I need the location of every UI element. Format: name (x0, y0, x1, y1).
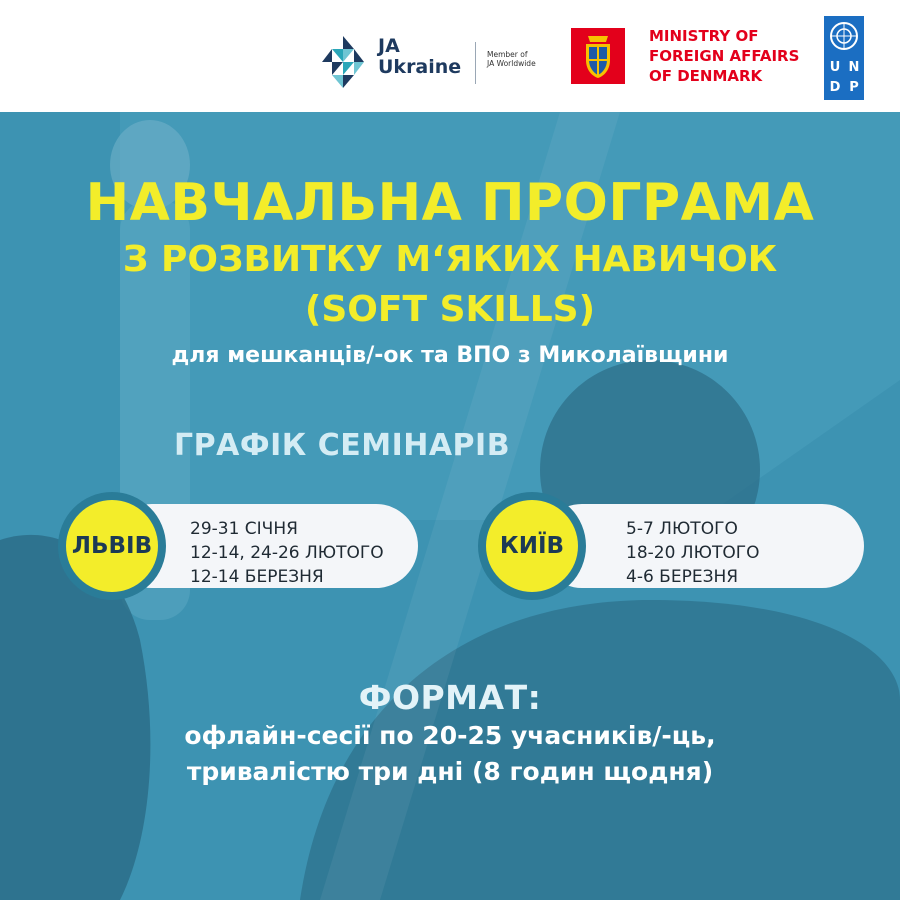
format-line-1: офлайн-сесії по 20-25 учасників/-ць, (184, 721, 716, 750)
city-badge-kyiv: КИЇВ (486, 500, 578, 592)
ja-ukraine-logo-text (378, 36, 461, 78)
dates-kyiv (626, 517, 759, 589)
ja-ukraine-logo-icon (318, 32, 368, 92)
undp-letter-p: P (849, 80, 859, 95)
undp-letter-n: N (848, 60, 860, 75)
denmark-line-3: OF DENMARK (649, 67, 763, 85)
undp-logo (824, 16, 864, 100)
date-line: 5-7 ЛЮТОГО (626, 519, 738, 539)
denmark-mfa-logo-text (649, 26, 799, 86)
ja-logo-line-1: JA (378, 35, 400, 57)
audience-subtitle: для мешканців/-ок та ВПО з Миколаївщини (171, 343, 729, 368)
date-line: 4-6 БЕРЕЗНЯ (626, 567, 739, 587)
denmark-coat-of-arms-icon (571, 28, 625, 84)
date-line: 12-14 БЕРЕЗНЯ (190, 567, 324, 587)
undp-letter-u: U (829, 60, 841, 75)
member-line-1: Member of (487, 50, 528, 59)
undp-letter-d: D (829, 80, 841, 95)
ja-worldwide-member-text (487, 50, 536, 68)
format-line-2: тривалістю три дні (8 годин щодня) (186, 757, 714, 786)
main-title-line-3: (SOFT SKILLS) (304, 289, 596, 330)
dates-lviv (190, 517, 384, 589)
denmark-line-1: MINISTRY OF (649, 27, 759, 45)
date-line: 29-31 СІЧНЯ (190, 519, 298, 539)
logo-divider (475, 42, 476, 84)
city-badge-lviv: ЛЬВІВ (66, 500, 158, 592)
un-emblem-icon (824, 16, 864, 56)
date-line: 12-14, 24-26 ЛЮТОГО (190, 543, 384, 563)
format-description (0, 718, 900, 790)
ja-logo-line-2: Ukraine (378, 56, 462, 78)
denmark-line-2: FOREIGN AFFAIRS (649, 47, 800, 65)
schedule-heading: ГРАФІК СЕМІНАРІВ (174, 428, 511, 463)
main-title-line-1: НАВЧАЛЬНА ПРОГРАМА (85, 173, 815, 233)
main-title-line-2: З РОЗВИТКУ М‘ЯКИХ НАВИЧОК (122, 239, 778, 280)
format-heading: ФОРМАТ: (358, 678, 542, 717)
header-bar (0, 0, 900, 112)
date-line: 18-20 ЛЮТОГО (626, 543, 760, 563)
member-line-2: JA Worldwide (487, 59, 536, 68)
